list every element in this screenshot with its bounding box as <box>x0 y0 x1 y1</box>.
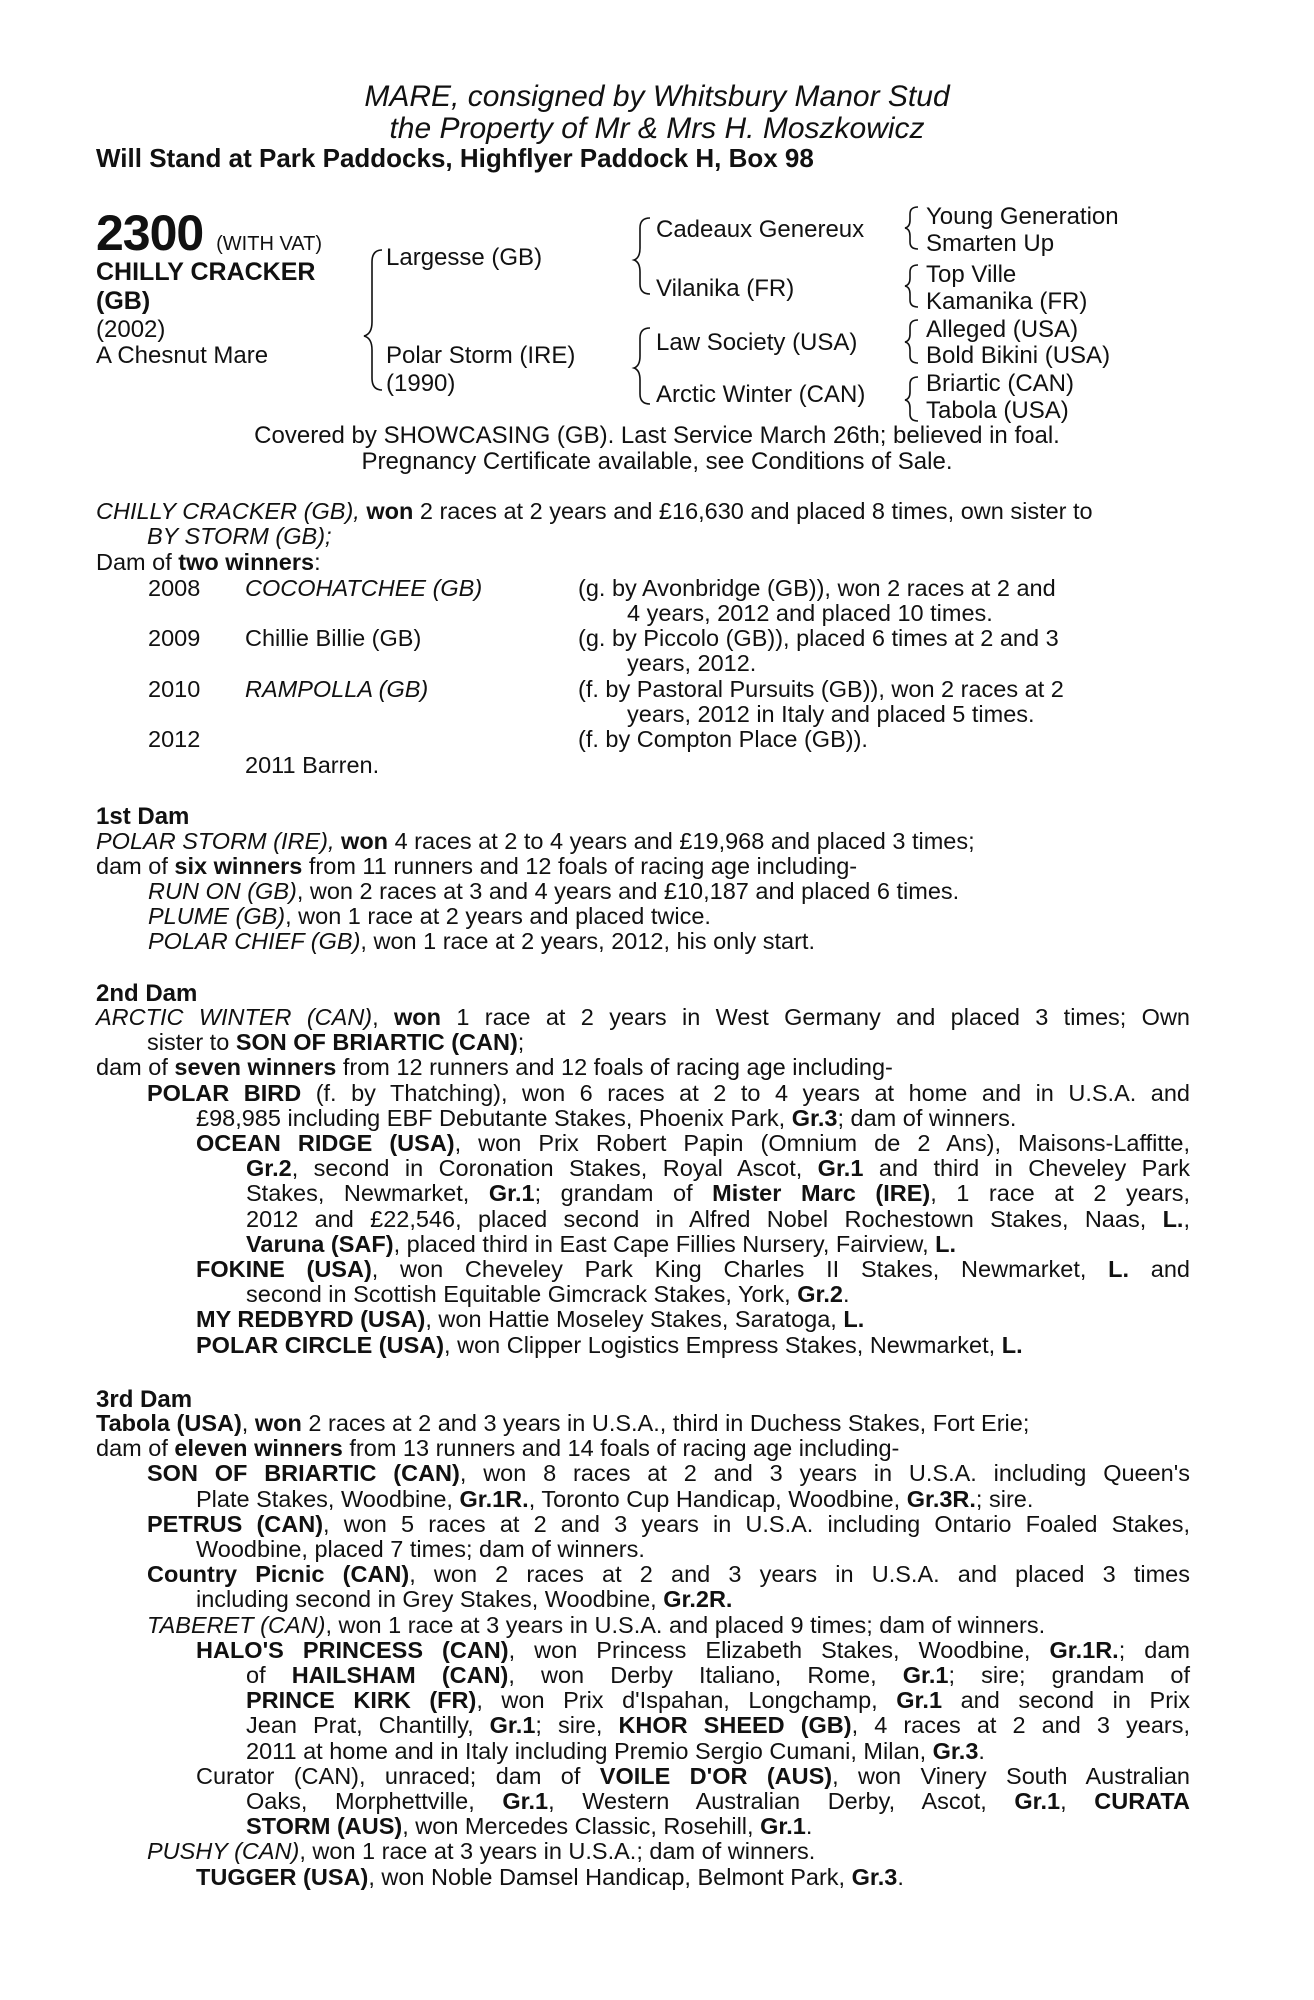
pedigree-dss: Alleged (USA) <box>926 316 1079 343</box>
pedigree-text-line: POLAR BIRD (f. by Thatching), won 6 races at 2 to 4 years at home and in U.S.A. and <box>147 1079 1190 1106</box>
pedigree-text-line: PETRUS (CAN), won 5 races at 2 and 3 years in U.S.A. including Ontario Foaled Stakes, <box>147 1510 1190 1537</box>
dam2-title: 2nd Dam <box>96 980 198 1007</box>
pedigree-text-line: dam of seven winners from 12 runners and 12 foals of racing age including- <box>96 1054 893 1081</box>
barren-note: 2011 Barren. <box>245 752 380 778</box>
intro-name: CHILLY CRACKER (GB), <box>96 498 360 524</box>
pedigree-text-line: dam of eleven winners from 13 runners and 14 foals of racing age including- <box>96 1435 900 1462</box>
pedigree-text-line: Stakes, Newmarket, Gr.1; grandam of Mister Marc (IRE), 1 race at 2 years, <box>246 1180 1190 1207</box>
dam1-line-4: PLUME (GB), won 1 race at 2 years and placed twice. <box>148 903 711 929</box>
header-line-3: Will Stand at Park Paddocks, Highflyer Paddock H, Box 98 <box>96 143 814 173</box>
produce-name: COCOHATCHEE (GB) <box>245 575 483 601</box>
pedigree-dd: Arctic Winter (CAN) <box>656 381 866 408</box>
produce-name: Chillie Billie (GB) <box>245 625 422 651</box>
produce-detail-2: years, 2012. <box>627 650 757 676</box>
dam1-line-2: dam of six winners from 11 runners and 12 foals of racing age including- <box>96 853 858 879</box>
lot-vat: (WITH VAT) <box>216 233 323 255</box>
pedigree-dds: Briartic (CAN) <box>926 370 1074 397</box>
pedigree-text-line: POLAR CIRCLE (USA), won Clipper Logistics Empress Stakes, Newmarket, L. <box>196 1331 1023 1358</box>
covered-line-1: Covered by SHOWCASING (GB). Last Service March 26th; believed in foal. <box>254 422 1060 449</box>
pedigree-ddd: Tabola (USA) <box>926 397 1069 424</box>
pedigree-text-line: Curator (CAN), unraced; dam of VOILE D'OR (AUS), won Vinery South Australian <box>196 1762 1190 1789</box>
pedigree-text-line: £98,985 including EBF Debutante Stakes, Phoenix Park, Gr.3; dam of winners. <box>196 1104 1017 1131</box>
pedigree-ds: Law Society (USA) <box>656 329 858 356</box>
produce-year: 2010 <box>148 676 201 702</box>
intro-line-2: BY STORM (GB); <box>147 523 332 549</box>
dam1-title: 1st Dam <box>96 803 190 830</box>
intro-rest: 2 races at 2 years and £16,630 and placed 8 times, own sister to <box>419 498 1093 524</box>
pedigree-text-line: second in Scottish Equitable Gimcrack Stakes, York, Gr.2. <box>246 1281 850 1308</box>
pedigree-text-line: PRINCE KIRK (FR), won Prix d'Ispahan, Longchamp, Gr.1 and second in Prix <box>246 1687 1190 1714</box>
produce-detail-1: (f. by Pastoral Pursuits (GB)), won 2 races at 2 <box>578 676 1064 702</box>
produce-name: RAMPOLLA (GB) <box>245 676 429 702</box>
pedigree-text-line: OCEAN RIDGE (USA), won Prix Robert Papin (Omnium de 2 Ans), Maisons-Laffitte, <box>196 1130 1190 1156</box>
pedigree-text-line: HALO'S PRINCESS (CAN), won Princess Elizabeth Stakes, Woodbine, Gr.1R.; dam <box>196 1636 1190 1663</box>
pedigree-text-line: TUGGER (USA), won Noble Damsel Handicap, Belmont Park, Gr.3. <box>196 1863 904 1890</box>
pedigree-text-line: Jean Prat, Chantilly, Gr.1; sire, KHOR SHEED (GB), 4 races at 2 and 3 years, <box>246 1712 1190 1739</box>
produce-detail-2: 4 years, 2012 and placed 10 times. <box>627 600 993 626</box>
pedigree-text-line: Gr.2, second in Coronation Stakes, Royal Ascot, Gr.1 and third in Cheveley Park <box>246 1155 1190 1182</box>
pedigree-dsd: Bold Bikini (USA) <box>926 342 1111 369</box>
dam3-title: 3rd Dam <box>96 1386 193 1413</box>
pedigree-dam-year: (1990) <box>386 370 456 397</box>
pedigree-text-line: SON OF BRIARTIC (CAN), won 8 races at 2 and 3 years in U.S.A. including Queen's <box>147 1460 1190 1487</box>
pedigree-text-line: TABERET (CAN), won 1 race at 3 years in U.S.A. and placed 9 times; dam of winners. <box>147 1611 1046 1638</box>
pedigree-text-line: Oaks, Morphettville, Gr.1, Western Australian Derby, Ascot, Gr.1, CURATA <box>246 1788 1190 1814</box>
intro-dam-of: Dam of <box>96 549 172 575</box>
header-line-1: MARE, consigned by Whitsbury Manor Stud <box>364 80 950 113</box>
header-line-2: the Property of Mr & Mrs H. Moszkowicz <box>389 112 925 145</box>
pedigree-text-line: 2012 and £22,546, placed second in Alfred Nobel Rochestown Stakes, Naas, L., <box>246 1205 1190 1232</box>
intro-won: won <box>366 498 414 524</box>
pedigree-text-line: Country Picnic (CAN), won 2 races at 2 and 3 years in U.S.A. and placed 3 times <box>147 1561 1190 1588</box>
dam1-line-5: POLAR CHIEF (GB), won 1 race at 2 years, 2012, his only start. <box>148 928 815 954</box>
pedigree-text-line: of HAILSHAM (CAN), won Derby Italiano, Rome, Gr.1; sire; grandam of <box>246 1662 1191 1688</box>
pedigree-text-line: 2011 at home and in Italy including Premio Sergio Cumani, Milan, Gr.3. <box>246 1737 985 1764</box>
pedigree-text-line: sister to SON OF BRIARTIC (CAN); <box>147 1029 525 1056</box>
intro-winners: two winners <box>178 549 315 575</box>
produce-year: 2012 <box>148 726 201 752</box>
horse-desc: A Chesnut Mare <box>96 342 269 369</box>
pedigree-sdd: Kamanika (FR) <box>926 288 1088 315</box>
pedigree-text-line: STORM (AUS), won Mercedes Classic, Rosehill, Gr.1. <box>246 1813 813 1840</box>
produce-detail-1: (f. by Compton Place (GB)). <box>578 726 868 752</box>
pedigree-text-line: Plate Stakes, Woodbine, Gr.1R., Toronto Cup Handicap, Woodbine, Gr.3R.; sire. <box>196 1485 1034 1512</box>
produce-detail-1: (g. by Avonbridge (GB)), won 2 races at 2 and <box>578 575 1056 601</box>
pedigree-text-line: Tabola (USA), won 2 races at 2 and 3 years in U.S.A., third in Duchess Stakes, Fort Erie; <box>96 1410 1030 1436</box>
produce-year: 2008 <box>148 575 201 601</box>
horse-name-1: CHILLY CRACKER <box>96 258 316 286</box>
pedigree-dam: Polar Storm (IRE) <box>386 342 576 369</box>
pedigree-ss: Cadeaux Genereux <box>656 216 865 243</box>
horse-name-2: (GB) <box>96 287 151 315</box>
pedigree-text-line: PUSHY (CAN), won 1 race at 3 years in U.S.A.; dam of winners. <box>147 1838 816 1865</box>
produce-detail-1: (g. by Piccolo (GB)), placed 6 times at 2 and 3 <box>578 625 1059 651</box>
pedigree-text-line: Woodbine, placed 7 times; dam of winners. <box>196 1536 645 1562</box>
pedigree-sds: Top Ville <box>926 261 1017 288</box>
pedigree-text-line: Varuna (SAF), placed third in East Cape Fillies Nursery, Fairview, L. <box>246 1230 957 1257</box>
intro-line-3: Dam of two winners: <box>96 549 321 575</box>
dam1-line-3: RUN ON (GB), won 2 races at 3 and 4 years and £10,187 and placed 6 times. <box>148 878 960 904</box>
pedigree-text-line: including second in Grey Stakes, Woodbine, Gr.2R. <box>196 1586 733 1613</box>
pedigree-sire: Largesse (GB) <box>386 244 543 271</box>
pedigree-sd: Vilanika (FR) <box>656 275 795 302</box>
produce-detail-2: years, 2012 in Italy and placed 5 times. <box>627 701 1035 727</box>
produce-year: 2009 <box>148 625 201 651</box>
pedigree-text-line: MY REDBYRD (USA), won Hattie Moseley Stakes, Saratoga, L. <box>196 1306 865 1333</box>
intro-line-1 <box>96 499 1093 525</box>
dam1-line-1: POLAR STORM (IRE), won 4 races at 2 to 4 years and £19,968 and placed 3 times; <box>96 828 975 854</box>
pedigree-sss: Young Generation <box>926 203 1119 230</box>
pedigree-ssd: Smarten Up <box>926 230 1055 257</box>
pedigree-text-line: FOKINE (USA), won Cheveley Park King Charles II Stakes, Newmarket, L. and <box>196 1256 1190 1282</box>
pedigree-text-line: ARCTIC WINTER (CAN), won 1 race at 2 years in West Germany and placed 3 times; Own <box>96 1004 1191 1030</box>
horse-year: (2002) <box>96 316 166 343</box>
covered-line-2: Pregnancy Certificate available, see Conditions of Sale. <box>361 448 953 475</box>
lot-number: 2300 <box>96 205 204 261</box>
